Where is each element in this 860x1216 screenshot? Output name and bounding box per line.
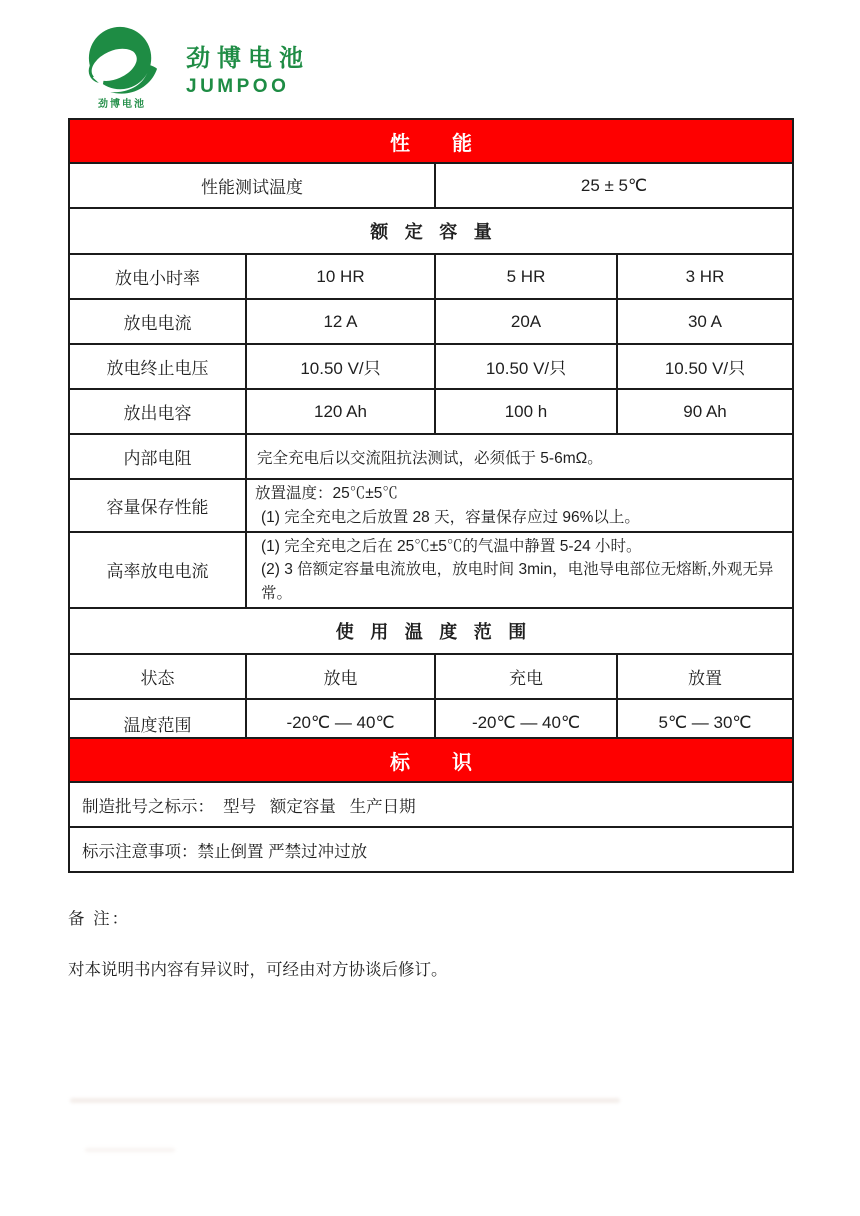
- cell-value: 5 HR: [435, 254, 617, 299]
- row-label: 放电终止电压: [69, 344, 246, 389]
- brand-name-cn: 劲博电池: [186, 45, 310, 72]
- table-row: [69, 434, 793, 479]
- cell-value: 10.50 V/只: [617, 344, 793, 389]
- table-row: [69, 208, 793, 254]
- row-label: 放出电容: [69, 389, 246, 434]
- table-row: [69, 163, 793, 208]
- capacity-retention-line1: 放置温度：25℃±5℃: [255, 485, 398, 503]
- cell-value: -20℃ — 40℃: [246, 699, 435, 748]
- row-label: 高率放电电流: [69, 532, 246, 608]
- rated-capacity-header: 额 定 容 量: [69, 208, 793, 254]
- remarks-text: 对本说明书内容有异议时，可经由对方协谈后修订。: [68, 961, 448, 979]
- row-label: 容量保存性能: [69, 479, 246, 532]
- cell-value: 5℃ — 30℃: [617, 699, 793, 748]
- table-row: [69, 827, 793, 872]
- table-row: [69, 389, 793, 434]
- cell-value: 120 Ah: [246, 389, 435, 434]
- row-label: 温度范围: [69, 699, 246, 748]
- cell-value: 放置: [617, 654, 793, 699]
- performance-table: [68, 118, 794, 749]
- capacity-retention-text: [246, 479, 793, 532]
- high-rate-discharge-text: [246, 532, 793, 608]
- brand-text: [186, 24, 310, 98]
- test-temp-label: 性能测试温度: [69, 163, 435, 208]
- high-rate-line2: (2) 3 倍额定容量电流放电，放电时间 3min，电池导电部位无熔断,外观无异常。: [261, 561, 774, 602]
- cell-value: 12 A: [246, 299, 435, 344]
- usage-temp-header: 使 用 温 度 范 围: [69, 608, 793, 654]
- table-row: [69, 608, 793, 654]
- table-row: [69, 782, 793, 827]
- batch-marking-text: 制造批号之标示： 型号 额定容量 生产日期: [69, 782, 793, 827]
- remarks-label: 备 注：: [68, 910, 131, 928]
- marking-section-header: 标识: [69, 738, 793, 782]
- brand-logo: [72, 24, 310, 110]
- table-row: [69, 119, 793, 163]
- brand-name-en: JUMPOO: [186, 76, 290, 97]
- jumpoo-logo-icon: [72, 24, 172, 110]
- logo-caption: 劲博电池: [98, 99, 146, 110]
- marking-table: [68, 737, 794, 873]
- cell-value: -20℃ — 40℃: [435, 699, 617, 748]
- table-row: [69, 254, 793, 299]
- row-label: 内部电阻: [69, 434, 246, 479]
- cell-value: 90 Ah: [617, 389, 793, 434]
- cell-value: 20A: [435, 299, 617, 344]
- table-row: [69, 344, 793, 389]
- cell-value: 30 A: [617, 299, 793, 344]
- table-row: [69, 532, 793, 608]
- cell-value: 10.50 V/只: [246, 344, 435, 389]
- notice-marking-text: 标示注意事项：禁止倒置 严禁过冲过放: [69, 827, 793, 872]
- cell-value: 10 HR: [246, 254, 435, 299]
- table-row: [69, 738, 793, 782]
- performance-section-header: 性能: [69, 119, 793, 163]
- internal-resistance-text: 完全充电后以交流阻抗法测试，必须低于 5-6mΩ。: [246, 434, 793, 479]
- row-label: 放电电流: [69, 299, 246, 344]
- cell-value: 充电: [435, 654, 617, 699]
- capacity-retention-line2: (1) 完全充电之后放置 28 天，容量保存应过 96%以上。: [261, 508, 640, 526]
- cell-value: 3 HR: [617, 254, 793, 299]
- table-row: [69, 479, 793, 532]
- logo-swoosh-icon: [73, 24, 171, 98]
- high-rate-line1: (1) 完全充电之后在 25℃±5℃的气温中静置 5-24 小时。: [261, 538, 642, 555]
- test-temp-value: 25 ± 5℃: [435, 163, 793, 208]
- row-label: 放电小时率: [69, 254, 246, 299]
- table-row: [69, 299, 793, 344]
- row-label: 状态: [69, 654, 246, 699]
- table-row: [69, 654, 793, 699]
- cell-value: 100 h: [435, 389, 617, 434]
- cell-value: 放电: [246, 654, 435, 699]
- scan-artifact: [85, 1148, 175, 1152]
- cell-value: 10.50 V/只: [435, 344, 617, 389]
- scan-artifact: [70, 1098, 620, 1103]
